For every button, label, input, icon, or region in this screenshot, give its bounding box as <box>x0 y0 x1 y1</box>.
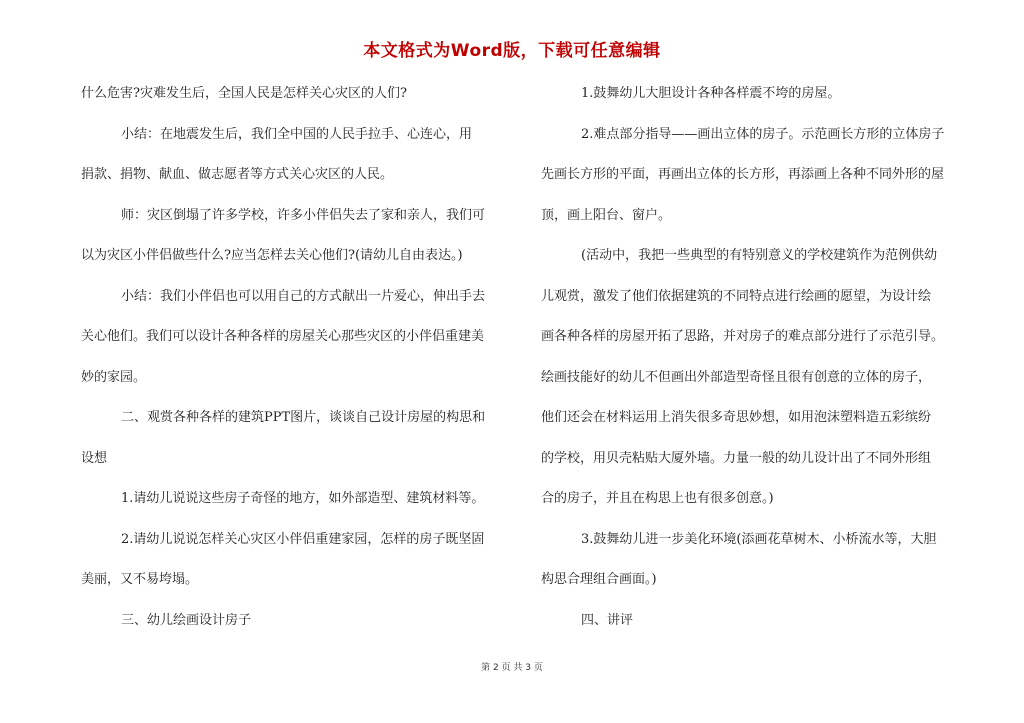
left-text-column <box>81 80 513 647</box>
right-text-line: 绘画技能好的幼儿不但画出外部造型奇怪且很有创意的立体的房子， <box>541 369 932 385</box>
left-text-line: 二、观赏各种各样的建筑PPT图片，谈谈自己设计房屋的构思和 <box>121 410 486 425</box>
right-text-line: 3.鼓舞幼儿进一步美化环境(添画花草树木、小桥流水等，大胆 <box>581 531 937 547</box>
left-text-line: 设想 <box>81 450 108 466</box>
right-text-line: 顶，画上阳台、窗户。 <box>541 207 672 223</box>
right-text-line: 合的房子，并且在构思上也有很多创意。) <box>541 491 774 506</box>
right-text-line: 儿观赏，激发了他们依据建筑的不同特点进行绘画的愿望，为设计绘 <box>541 288 932 304</box>
right-text-line: 的学校，用贝壳粘贴大厦外墙。力量一般的幼儿设计出了不同外形组 <box>541 450 932 466</box>
right-text-line: 他们还会在材料运用上消失很多奇思妙想，如用泡沫塑料造五彩缤纷 <box>541 410 932 425</box>
left-text-line: 捐款、捐物、献血、做志愿者等方式关心灾区的人民。 <box>81 167 394 182</box>
left-text-line: 什么危害?灾难发生后，全国人民是怎样关心灾区的人们? <box>81 86 407 101</box>
right-text-line: 2.难点部分指导——画出立体的房子。示范画长方形的立体房子 <box>581 126 945 142</box>
page-number-footer: 第 2 页 共 3 页 <box>481 663 543 673</box>
left-text-line: 美丽，又不易垮塌。 <box>81 572 199 587</box>
document-header-title: 本文格式为Word版，下载可任意编辑 <box>363 41 661 61</box>
left-text-line: 1.请幼儿说说这些房子奇怪的地方，如外部造型、建筑材料等。 <box>121 491 485 506</box>
left-text-line: 2.请幼儿说说怎样关心灾区小伴侣重建家园，怎样的房子既坚固 <box>121 531 485 547</box>
left-text-line: 妙的家园。 <box>81 369 147 385</box>
right-text-line: 四、讲评 <box>581 612 634 628</box>
left-text-line: 小结：在地震发生后，我们全中国的人民手拉手、心连心，用 <box>121 126 473 142</box>
right-text-line: (活动中，我把一些典型的有特别意义的学校建筑作为范例供幼 <box>581 248 938 263</box>
right-text-line: 1.鼓舞幼儿大胆设计各种各样震不垮的房屋。 <box>581 86 841 101</box>
right-text-line: 画各种各样的房屋开拓了思路，并对房子的难点部分进行了示范引导。 <box>541 329 945 344</box>
left-text-line: 三、幼儿绘画设计房子 <box>121 612 252 628</box>
right-text-column <box>541 80 967 647</box>
left-text-line: 师：灾区倒塌了许多学校，许多小伴侣失去了家和亲人，我们可 <box>121 207 486 223</box>
left-text-line: 小结：我们小伴侣也可以用自己的方式献出一片爱心，伸出手去 <box>121 288 486 304</box>
right-text-line: 构思合理组合画面。) <box>541 572 657 587</box>
left-text-line: 以为灾区小伴侣做些什么?应当怎样去关心他们?(请幼儿自由表达。) <box>81 248 463 263</box>
right-text-line: 先画长方形的平面，再画出立体的长方形，再添画上各种不同外形的屋 <box>541 167 945 182</box>
left-text-line: 关心他们。我们可以设计各种各样的房屋关心那些灾区的小伴侣重建美 <box>81 329 485 344</box>
